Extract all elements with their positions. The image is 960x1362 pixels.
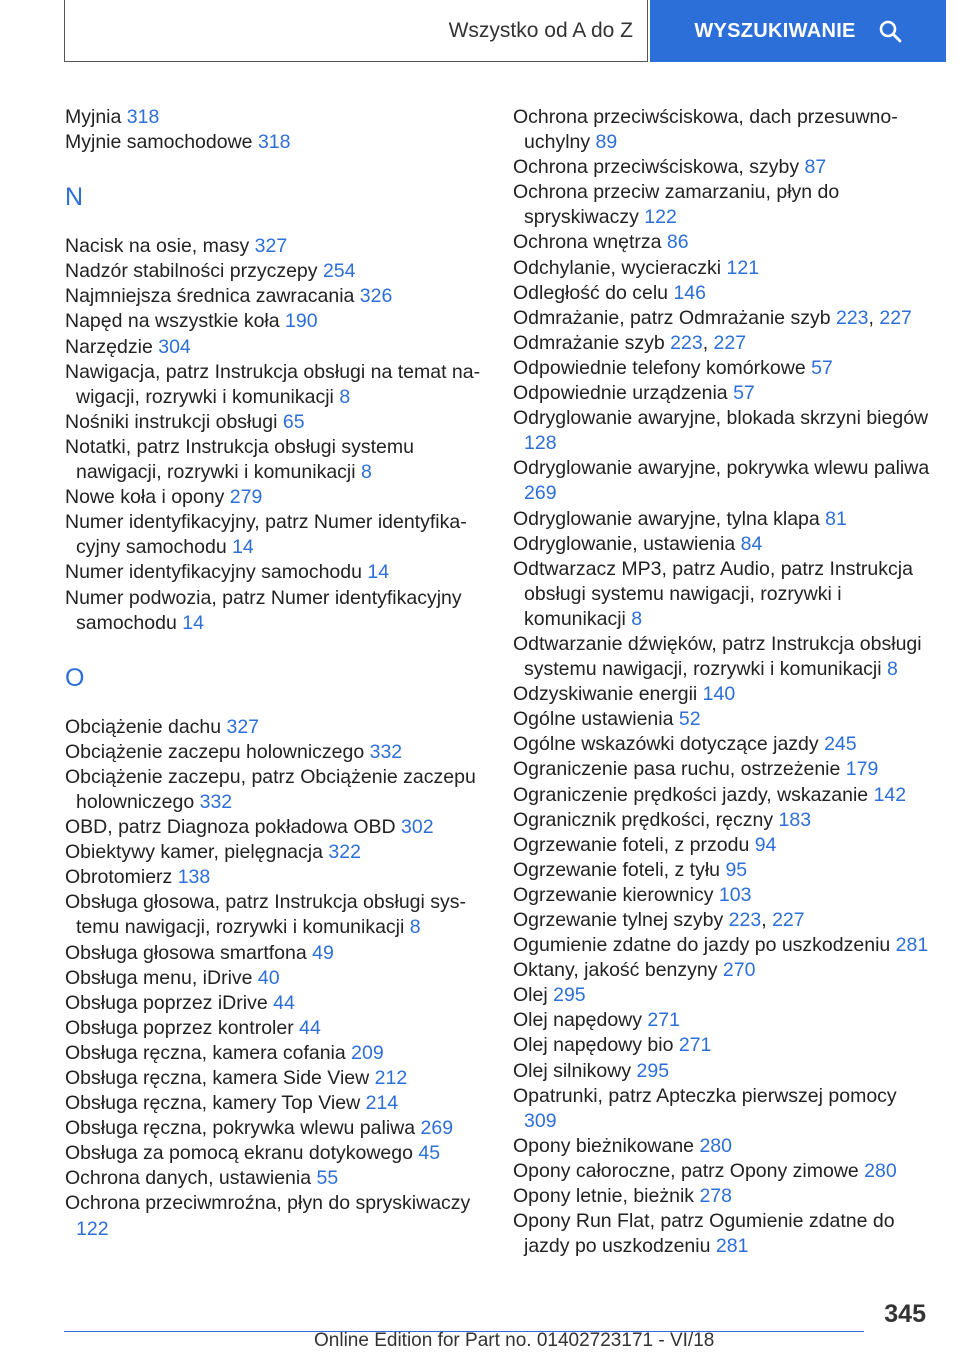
index-entry-text: Ochrona przeciwściskowa, szyby (513, 156, 805, 179)
page-reference-link[interactable]: 81 (825, 507, 847, 530)
index-entry (513, 1059, 933, 1084)
index-entry-text: Olej silnikowy (513, 1059, 637, 1082)
index-entry-text: Notatki, patrz Instrukcja obsługi systemu nawigacji, rozrywki i komunikacji (65, 435, 414, 484)
index-entry-text: Obsługa ręczna, kamera cofania (65, 1041, 352, 1064)
page-reference-link[interactable]: 89 (595, 131, 618, 154)
page-reference-link[interactable]: 49 (312, 941, 334, 964)
index-entry (513, 381, 933, 406)
index-entry (65, 1116, 485, 1141)
index-entry-text: Odzyskiwanie energii (513, 683, 703, 706)
page-reference-link[interactable]: 121 (726, 256, 760, 279)
index-entry (513, 833, 933, 858)
header-tabs (64, 0, 946, 64)
page-reference-link[interactable]: 146 (673, 281, 706, 304)
index-entry (513, 682, 933, 707)
index-entry (513, 256, 933, 281)
page-reference-link[interactable]: 327 (226, 715, 260, 738)
tab-a-to-z-label: Wszystko od A do Z (448, 18, 633, 42)
page-reference-link[interactable]: 44 (273, 991, 295, 1014)
index-entry-text: Numer podwozia, patrz Numer identyfikacyjny samochodu (65, 586, 462, 634)
index-entry-text: Ochrona przeciwściskowa, dach przesuwnouchylny (513, 106, 898, 154)
index-entry-text: Ochrona wnętrza (513, 231, 667, 254)
index-entry-text: Odryglowanie awaryjne, pokrywka wlewu paliwa (513, 457, 930, 480)
index-entry (513, 281, 933, 306)
index-entry-text: Nadzór stabilności przyczepy (65, 260, 323, 283)
index-entry-text: Ograniczenie pasa ruchu, ostrzeżenie (513, 758, 846, 781)
index-entry-text: Odryglowanie awaryjne, tylna klapa (513, 507, 826, 530)
index-entry (65, 865, 485, 890)
index-entry-text: Ogumienie zdatne do jazdy po uszkodzeniu (513, 934, 896, 957)
page-reference-link[interactable]: 8 (409, 916, 421, 939)
index-entry-text: Ogólne wskazówki dotyczące jazdy (513, 733, 825, 756)
index-entry (513, 858, 933, 883)
index-entry-text: Odtwarzacz MP3, patrz Audio, patrz Instrukcja obsługi systemu nawigacji, rozrywki i komunikacji (513, 557, 913, 630)
page-reference-link[interactable]: 57 (811, 356, 833, 379)
index-entry (513, 632, 933, 682)
index-entry-text: Ogólne ustawienia (513, 708, 679, 731)
index-entry-text: Obsługa ręczna, kamera Side View (65, 1067, 375, 1089)
page-reference-link[interactable]: 95 (725, 858, 748, 881)
index-entry (513, 783, 933, 808)
index-entry (513, 356, 933, 381)
index-entry-text: Odmrażanie szyb (513, 331, 671, 354)
index-entry-text: Najmniejsza średnica zawracania (65, 285, 360, 308)
page-reference-link[interactable]: 223 (728, 909, 762, 931)
page-reference-link[interactable]: 227 (772, 909, 805, 931)
index-entry (65, 765, 485, 815)
page-reference-link[interactable]: 227 (879, 306, 912, 329)
page-reference-link[interactable]: 281 (895, 934, 929, 957)
index-entry (513, 1008, 933, 1033)
page-reference-link[interactable]: 87 (804, 156, 827, 179)
page-reference-link[interactable]: 214 (365, 1092, 399, 1115)
index-entry-text: Opony letnie, bieżnik (513, 1185, 700, 1208)
index-entry (513, 557, 933, 632)
page-reference-link[interactable]: 227 (713, 331, 747, 354)
page-reference-link[interactable]: 322 (328, 841, 361, 864)
page-reference-link[interactable]: 280 (864, 1159, 897, 1182)
index-entry (65, 715, 485, 740)
page-reference-link[interactable]: 326 (359, 285, 393, 308)
page-reference-link[interactable]: 304 (158, 335, 191, 358)
page-reference-link[interactable]: 52 (678, 708, 701, 731)
index-entry-text: Ochrona przeciwmroźna, płyn do spryskiwaczy (65, 1192, 471, 1215)
page-reference-link[interactable]: 278 (699, 1185, 732, 1208)
index-entry (513, 958, 933, 983)
index-entry (65, 941, 485, 966)
page-reference-link[interactable]: 94 (754, 833, 777, 856)
index-entry-text: Odryglowanie, ustawienia (513, 532, 741, 555)
index-entry (65, 1066, 485, 1091)
index-entry (65, 890, 485, 940)
page-reference-link[interactable]: 223 (835, 306, 869, 329)
index-entry (65, 1191, 485, 1241)
index-entry-text: Nośniki instrukcji obsługi (65, 410, 283, 433)
index-entry-text: Odmrażanie, patrz Odmrażanie szyb (513, 306, 836, 329)
index-column-right (513, 105, 933, 1259)
index-entry (513, 180, 933, 230)
page-reference-link[interactable]: 190 (285, 310, 318, 333)
page-reference-link[interactable]: 122 (644, 206, 677, 229)
page-reference-link[interactable]: 295 (553, 984, 586, 1007)
tab-a-to-z[interactable] (64, 0, 648, 62)
index-entry-text: Obsługa ręczna, pokrywka wlewu paliwa (65, 1117, 421, 1140)
page-reference-link[interactable]: 332 (199, 790, 233, 813)
index-entry (65, 130, 485, 155)
index-entry (65, 840, 485, 865)
page-reference-link[interactable]: 209 (351, 1041, 384, 1064)
index-entry-text: Obciążenie dachu (65, 715, 227, 738)
page-reference-link[interactable]: 327 (254, 235, 288, 258)
page-reference-link[interactable]: 122 (76, 1217, 109, 1240)
index-entry (513, 757, 933, 782)
index-letter-heading: O (65, 663, 85, 692)
tab-search[interactable] (650, 0, 946, 62)
index-entry (65, 1141, 485, 1166)
index-entry (513, 1134, 933, 1159)
index-entry (65, 1016, 485, 1041)
index-entry (65, 485, 485, 510)
index-entry-text: Opony Run Flat, patrz Ogumienie zdatne do jazdy po uszkodzeniu (513, 1210, 895, 1258)
page-reference-link[interactable]: 14 (182, 611, 204, 634)
page-reference-link[interactable]: 140 (702, 683, 736, 706)
page-reference-link[interactable]: 8 (361, 461, 372, 484)
index-entry (513, 1209, 933, 1259)
page-reference-link[interactable]: 45 (418, 1142, 441, 1165)
index-entry-text: Opatrunki, patrz Apteczka pierwszej pomocy (513, 1084, 897, 1107)
index-entry (65, 435, 485, 485)
index-entry (65, 1041, 485, 1066)
page-reference-link[interactable]: 44 (299, 1016, 321, 1039)
page-reference-link[interactable]: 332 (369, 740, 403, 763)
index-entry (65, 966, 485, 991)
index-entry-text: Olej napędowy bio (513, 1034, 679, 1057)
index-entry-text: Numer identyfikacyjny, patrz Numer identyfikacyjny samochodu (65, 511, 467, 559)
index-entry-text: Obsługa ręczna, kamery Top View (65, 1092, 366, 1115)
index-entry (513, 933, 933, 958)
index-entry-text: Myjnie samochodowe (65, 131, 258, 154)
index-entry (65, 105, 485, 130)
index-entry (513, 507, 933, 532)
page-reference-link[interactable]: 86 (666, 231, 689, 254)
index-entry-text: Opony całoroczne, patrz Opony zimowe (513, 1159, 865, 1182)
index-entry-text: Obsługa poprzez kontroler (65, 1016, 300, 1039)
tab-search-label: WYSZUKIWANIE (694, 19, 856, 42)
index-entry: Ogrzewanie tylnej szyby 223, 227 (513, 909, 805, 931)
index-entry (513, 456, 933, 506)
index-entry (65, 234, 485, 259)
index-entry (513, 808, 933, 833)
index-entry (65, 309, 485, 334)
index-entry-text: Obsługa głosowa, patrz Instrukcja obsługi systemu nawigacji, rozrywki i komunikacji (65, 891, 467, 939)
page-reference-link[interactable]: 309 (524, 1109, 557, 1132)
page-reference-link[interactable]: 40 (257, 966, 280, 989)
index-entry-text: Opony bieżnikowane (513, 1134, 700, 1157)
page-reference-link[interactable]: 138 (177, 866, 211, 889)
index-entry-text: Numer identyfikacyjny samochodu (65, 561, 368, 584)
index-entry (513, 155, 933, 180)
index-entry (513, 1033, 933, 1058)
index-entry-text: Obiektywy kamer, pielęgnacja (65, 841, 329, 864)
index-entry-text: Obsługa menu, iDrive (65, 966, 258, 989)
page-reference-link[interactable]: 55 (316, 1167, 339, 1190)
page-reference-link[interactable]: 179 (845, 758, 879, 781)
index-entry (513, 1159, 933, 1184)
index-entry-text: Narzędzie (65, 335, 159, 358)
page-reference-link[interactable]: 8 (887, 658, 898, 681)
page-reference-link[interactable]: 295 (636, 1059, 670, 1082)
index-entry-text: Napęd na wszystkie koła (65, 310, 286, 333)
footer-edition: Online Edition for Part no. 01402723171 - VI/18 (314, 1330, 715, 1351)
page-reference-link[interactable]: 269 (420, 1117, 454, 1140)
index-entry-text: Ochrona danych, ustawienia (65, 1167, 317, 1190)
index-entry-text: Odryglowanie awaryjne, blokada skrzyni biegów (513, 407, 929, 430)
page-reference-link[interactable]: 271 (678, 1034, 712, 1057)
index-entry (513, 532, 933, 557)
page-reference-link[interactable]: 318 (126, 106, 160, 128)
page-reference-link[interactable]: 142 (873, 783, 907, 806)
index-entry (513, 732, 933, 757)
page-reference-link[interactable]: 212 (374, 1067, 408, 1089)
page-reference-link[interactable]: 14 (367, 561, 390, 584)
index-entry (65, 560, 485, 585)
page-reference-link[interactable]: 279 (229, 486, 263, 509)
page-reference-link[interactable]: 270 (722, 959, 756, 982)
index-entry-text: Odległość do celu (513, 281, 674, 304)
index-entry-text: Obsługa głosowa smartfona (65, 941, 313, 964)
index-entry-text: Nacisk na osie, masy (65, 235, 255, 258)
index-entry (65, 1166, 485, 1191)
index-entry (65, 410, 485, 435)
page-reference-link[interactable]: 271 (647, 1009, 680, 1032)
index-entry-text: Ogrzewanie tylnej szyby (513, 909, 729, 931)
index-entry (513, 1184, 933, 1209)
page-reference-link[interactable]: 57 (733, 382, 755, 405)
index-entry (65, 740, 485, 765)
index-entry (65, 586, 485, 636)
page-reference-link[interactable]: 84 (740, 532, 763, 555)
index-entry-text: Ogrzewanie foteli, z przodu (513, 833, 755, 856)
index-entry-text: Obsługa poprzez iDrive (65, 991, 274, 1014)
page-reference-link[interactable]: 281 (715, 1235, 749, 1258)
index-entry (65, 815, 485, 840)
index-entry-text: Odchylanie, wycieraczki (513, 256, 727, 279)
index-entry-text: Ochrona przeciw zamarzaniu, płyn do spryskiwaczy (513, 181, 840, 229)
index-entry-text: Odtwarzanie dźwięków, patrz Instrukcja obsługi systemu nawigacji, rozrywki i komunikacji (513, 632, 922, 681)
page-reference-link[interactable]: 318 (257, 131, 291, 154)
index-entry (513, 105, 933, 155)
index-entry (65, 510, 485, 560)
index-letter-heading: N (65, 183, 84, 212)
page-reference-link[interactable]: 254 (322, 260, 356, 283)
page-reference-link[interactable]: 302 (401, 816, 434, 839)
page-reference-link[interactable]: 8 (631, 607, 643, 630)
index-entry (65, 259, 485, 284)
index-entry (65, 360, 485, 410)
page-reference-link[interactable]: 280 (699, 1134, 732, 1157)
index-entry (513, 983, 933, 1008)
index-entry-text: Myjnia (65, 106, 127, 128)
index-entry-text: Olej (513, 984, 554, 1007)
page-number: 345 (884, 1300, 926, 1328)
page-reference-link[interactable]: 65 (282, 410, 305, 433)
index-entry (65, 991, 485, 1016)
index-entry-text: Obsługa za pomocą ekranu dotykowego (65, 1142, 419, 1165)
index-entry-text: Obciążenie zaczepu, patrz Obciążenie zaczepu holowniczego (65, 765, 476, 813)
index-column-left (65, 105, 485, 1242)
index-entry-text: OBD, patrz Diagnoza pokładowa OBD (65, 816, 401, 839)
index-entry-text: Nowe koła i opony (65, 486, 230, 509)
index-entry-text: Odpowiednie telefony komórkowe (513, 356, 812, 379)
index-entry: Odmrażanie szyb 223, 227 (513, 331, 747, 354)
index-entry (65, 284, 485, 309)
page-reference-link[interactable]: 8 (339, 385, 351, 408)
index-entry: Odmrażanie, patrz Odmrażanie szyb 223, 227 (513, 306, 912, 329)
page-reference-link[interactable]: 183 (778, 808, 812, 831)
index-entry-text: Obrotomierz (65, 866, 178, 889)
index-entry-text: Obciążenie zaczepu holowniczego (65, 740, 370, 763)
index-entry-text: Ogranicznik prędkości, ręczny (513, 808, 779, 831)
page-reference-link[interactable]: 269 (524, 482, 557, 505)
page-reference-link[interactable]: 14 (232, 536, 254, 559)
index-entry-text: Ograniczenie prędkości jazdy, wskazanie (513, 783, 874, 806)
page-reference-link[interactable]: 223 (670, 331, 703, 354)
index-entry (513, 1084, 933, 1134)
index-entry-text: Olej napędowy (513, 1009, 648, 1032)
index-entry (513, 406, 933, 456)
index-entry (513, 707, 933, 732)
search-icon (878, 19, 902, 43)
index-entry-text: Ogrzewanie foteli, z tyłu (513, 858, 726, 881)
index-entry (65, 335, 485, 360)
index-entry (65, 1091, 485, 1116)
index-entry-text: Oktany, jakość benzyny (513, 959, 723, 982)
index-entry-text: Ogrzewanie kierownicy (513, 883, 719, 906)
index-entry-text: Odpowiednie urządzenia (513, 382, 734, 405)
index-entry-text: Nawigacja, patrz Instrukcja obsługi na temat nawigacji, rozrywki i komunikacji (65, 360, 481, 408)
page-reference-link[interactable]: 245 (824, 733, 857, 756)
index-entry (513, 883, 933, 908)
page-reference-link[interactable]: 128 (524, 432, 557, 455)
page-reference-link[interactable]: 103 (718, 883, 752, 906)
index-entry (513, 230, 933, 255)
